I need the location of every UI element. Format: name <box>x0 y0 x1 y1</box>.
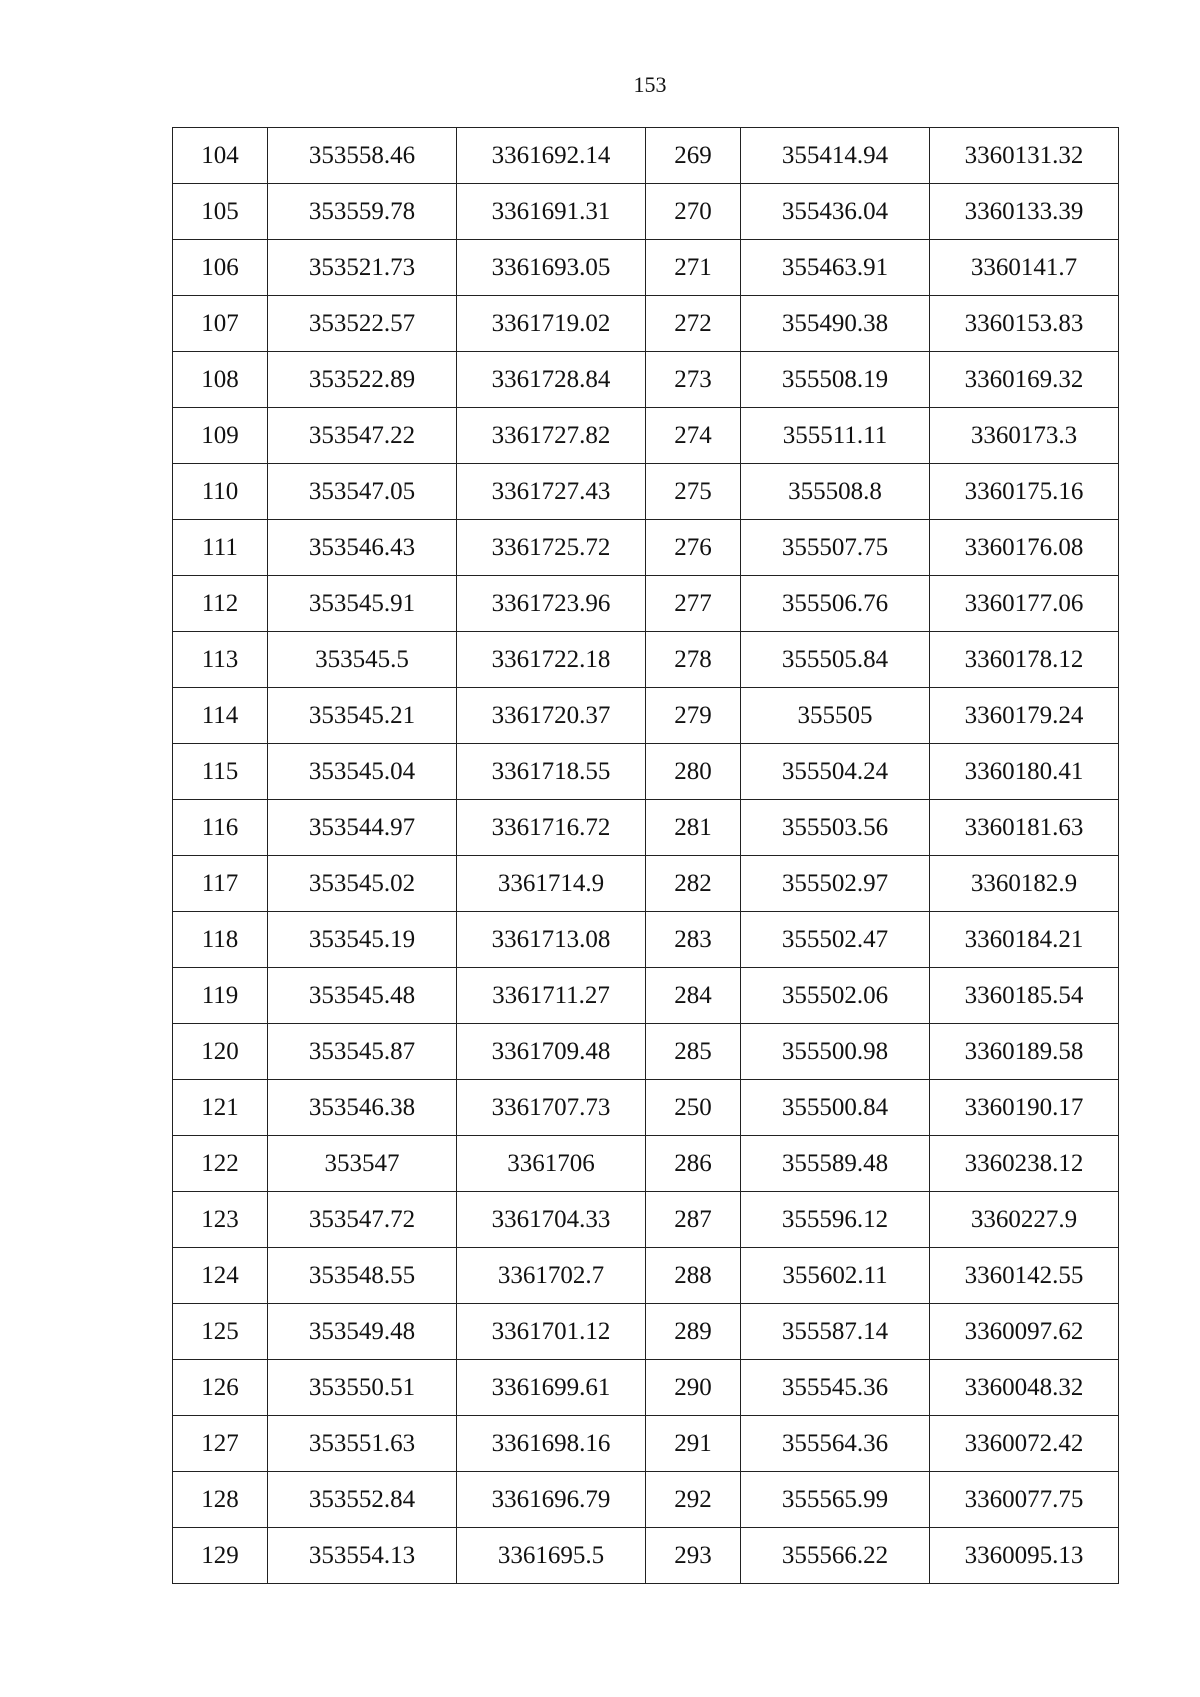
x-coordinate-cell: 355504.24 <box>741 744 930 800</box>
x-coordinate-cell: 353558.46 <box>268 128 457 184</box>
x-coordinate-cell: 353545.91 <box>268 576 457 632</box>
point-id-cell: 110 <box>173 464 268 520</box>
table-row <box>173 184 1119 240</box>
point-id-cell: 116 <box>173 800 268 856</box>
point-id-cell: 129 <box>173 1528 268 1584</box>
y-coordinate-cell: 3360189.58 <box>930 1024 1119 1080</box>
x-coordinate-cell: 355463.91 <box>741 240 930 296</box>
y-coordinate-cell: 3361723.96 <box>457 576 646 632</box>
y-coordinate-cell: 3360190.17 <box>930 1080 1119 1136</box>
table-row <box>173 240 1119 296</box>
point-id-cell: 109 <box>173 408 268 464</box>
y-coordinate-cell: 3361698.16 <box>457 1416 646 1472</box>
y-coordinate-cell: 3361702.7 <box>457 1248 646 1304</box>
point-id-cell: 127 <box>173 1416 268 1472</box>
coordinate-table <box>172 127 1119 1584</box>
x-coordinate-cell: 355506.76 <box>741 576 930 632</box>
point-id-cell: 290 <box>646 1360 741 1416</box>
y-coordinate-cell: 3361714.9 <box>457 856 646 912</box>
table-row <box>173 576 1119 632</box>
x-coordinate-cell: 353547.22 <box>268 408 457 464</box>
point-id-cell: 274 <box>646 408 741 464</box>
point-id-cell: 271 <box>646 240 741 296</box>
x-coordinate-cell: 355414.94 <box>741 128 930 184</box>
y-coordinate-cell: 3360173.3 <box>930 408 1119 464</box>
table-row <box>173 520 1119 576</box>
x-coordinate-cell: 353547.72 <box>268 1192 457 1248</box>
point-id-cell: 283 <box>646 912 741 968</box>
y-coordinate-cell: 3360177.06 <box>930 576 1119 632</box>
point-id-cell: 276 <box>646 520 741 576</box>
point-id-cell: 123 <box>173 1192 268 1248</box>
table-row <box>173 296 1119 352</box>
y-coordinate-cell: 3361707.73 <box>457 1080 646 1136</box>
y-coordinate-cell: 3360072.42 <box>930 1416 1119 1472</box>
x-coordinate-cell: 353522.89 <box>268 352 457 408</box>
x-coordinate-cell: 353554.13 <box>268 1528 457 1584</box>
y-coordinate-cell: 3361713.08 <box>457 912 646 968</box>
table-row <box>173 912 1119 968</box>
table-row <box>173 632 1119 688</box>
x-coordinate-cell: 353545.5 <box>268 632 457 688</box>
x-coordinate-cell: 355503.56 <box>741 800 930 856</box>
point-id-cell: 291 <box>646 1416 741 1472</box>
point-id-cell: 273 <box>646 352 741 408</box>
y-coordinate-cell: 3361691.31 <box>457 184 646 240</box>
y-coordinate-cell: 3360178.12 <box>930 632 1119 688</box>
point-id-cell: 275 <box>646 464 741 520</box>
y-coordinate-cell: 3361719.02 <box>457 296 646 352</box>
y-coordinate-cell: 3361701.12 <box>457 1304 646 1360</box>
y-coordinate-cell: 3361692.14 <box>457 128 646 184</box>
x-coordinate-cell: 355505 <box>741 688 930 744</box>
point-id-cell: 113 <box>173 632 268 688</box>
x-coordinate-cell: 355502.47 <box>741 912 930 968</box>
point-id-cell: 269 <box>646 128 741 184</box>
table-row <box>173 744 1119 800</box>
x-coordinate-cell: 355511.11 <box>741 408 930 464</box>
point-id-cell: 105 <box>173 184 268 240</box>
y-coordinate-cell: 3360180.41 <box>930 744 1119 800</box>
point-id-cell: 285 <box>646 1024 741 1080</box>
point-id-cell: 114 <box>173 688 268 744</box>
x-coordinate-cell: 355502.97 <box>741 856 930 912</box>
point-id-cell: 287 <box>646 1192 741 1248</box>
y-coordinate-cell: 3361709.48 <box>457 1024 646 1080</box>
x-coordinate-cell: 353547.05 <box>268 464 457 520</box>
table-row <box>173 128 1119 184</box>
x-coordinate-cell: 353545.21 <box>268 688 457 744</box>
point-id-cell: 118 <box>173 912 268 968</box>
x-coordinate-cell: 353545.02 <box>268 856 457 912</box>
table-row <box>173 1136 1119 1192</box>
y-coordinate-cell: 3361716.72 <box>457 800 646 856</box>
point-id-cell: 281 <box>646 800 741 856</box>
y-coordinate-cell: 3360238.12 <box>930 1136 1119 1192</box>
x-coordinate-cell: 355505.84 <box>741 632 930 688</box>
x-coordinate-cell: 355508.8 <box>741 464 930 520</box>
y-coordinate-cell: 3361720.37 <box>457 688 646 744</box>
point-id-cell: 272 <box>646 296 741 352</box>
table-row <box>173 1472 1119 1528</box>
x-coordinate-cell: 355566.22 <box>741 1528 930 1584</box>
x-coordinate-cell: 353545.04 <box>268 744 457 800</box>
point-id-cell: 277 <box>646 576 741 632</box>
table-row <box>173 1192 1119 1248</box>
y-coordinate-cell: 3360133.39 <box>930 184 1119 240</box>
x-coordinate-cell: 353546.38 <box>268 1080 457 1136</box>
point-id-cell: 104 <box>173 128 268 184</box>
point-id-cell: 126 <box>173 1360 268 1416</box>
point-id-cell: 120 <box>173 1024 268 1080</box>
y-coordinate-cell: 3361722.18 <box>457 632 646 688</box>
point-id-cell: 111 <box>173 520 268 576</box>
point-id-cell: 282 <box>646 856 741 912</box>
y-coordinate-cell: 3360176.08 <box>930 520 1119 576</box>
x-coordinate-cell: 355602.11 <box>741 1248 930 1304</box>
y-coordinate-cell: 3361706 <box>457 1136 646 1192</box>
x-coordinate-cell: 355436.04 <box>741 184 930 240</box>
x-coordinate-cell: 355596.12 <box>741 1192 930 1248</box>
x-coordinate-cell: 355507.75 <box>741 520 930 576</box>
y-coordinate-cell: 3361711.27 <box>457 968 646 1024</box>
point-id-cell: 124 <box>173 1248 268 1304</box>
x-coordinate-cell: 355587.14 <box>741 1304 930 1360</box>
y-coordinate-cell: 3361696.79 <box>457 1472 646 1528</box>
point-id-cell: 278 <box>646 632 741 688</box>
y-coordinate-cell: 3360142.55 <box>930 1248 1119 1304</box>
table-row <box>173 1304 1119 1360</box>
x-coordinate-cell: 355500.98 <box>741 1024 930 1080</box>
x-coordinate-cell: 355500.84 <box>741 1080 930 1136</box>
point-id-cell: 286 <box>646 1136 741 1192</box>
y-coordinate-cell: 3361695.5 <box>457 1528 646 1584</box>
x-coordinate-cell: 353550.51 <box>268 1360 457 1416</box>
point-id-cell: 292 <box>646 1472 741 1528</box>
x-coordinate-cell: 353546.43 <box>268 520 457 576</box>
point-id-cell: 288 <box>646 1248 741 1304</box>
table-row <box>173 1360 1119 1416</box>
x-coordinate-cell: 353544.97 <box>268 800 457 856</box>
table-row <box>173 856 1119 912</box>
table-row <box>173 408 1119 464</box>
table-row <box>173 688 1119 744</box>
point-id-cell: 293 <box>646 1528 741 1584</box>
point-id-cell: 279 <box>646 688 741 744</box>
x-coordinate-cell: 355564.36 <box>741 1416 930 1472</box>
x-coordinate-cell: 353547 <box>268 1136 457 1192</box>
y-coordinate-cell: 3360131.32 <box>930 128 1119 184</box>
point-id-cell: 284 <box>646 968 741 1024</box>
y-coordinate-cell: 3361727.43 <box>457 464 646 520</box>
page-number: 153 <box>633 72 667 97</box>
x-coordinate-cell: 353559.78 <box>268 184 457 240</box>
coordinate-table-body <box>173 128 1119 1584</box>
table-row <box>173 352 1119 408</box>
y-coordinate-cell: 3360077.75 <box>930 1472 1119 1528</box>
table-row <box>173 1416 1119 1472</box>
y-coordinate-cell: 3360095.13 <box>930 1528 1119 1584</box>
x-coordinate-cell: 353545.87 <box>268 1024 457 1080</box>
y-coordinate-cell: 3360182.9 <box>930 856 1119 912</box>
point-id-cell: 106 <box>173 240 268 296</box>
x-coordinate-cell: 353552.84 <box>268 1472 457 1528</box>
point-id-cell: 107 <box>173 296 268 352</box>
table-row <box>173 464 1119 520</box>
y-coordinate-cell: 3360153.83 <box>930 296 1119 352</box>
table-row <box>173 968 1119 1024</box>
table-row <box>173 1248 1119 1304</box>
y-coordinate-cell: 3361727.82 <box>457 408 646 464</box>
x-coordinate-cell: 355545.36 <box>741 1360 930 1416</box>
y-coordinate-cell: 3361718.55 <box>457 744 646 800</box>
table-row <box>173 1024 1119 1080</box>
x-coordinate-cell: 355565.99 <box>741 1472 930 1528</box>
point-id-cell: 280 <box>646 744 741 800</box>
point-id-cell: 112 <box>173 576 268 632</box>
y-coordinate-cell: 3360097.62 <box>930 1304 1119 1360</box>
point-id-cell: 128 <box>173 1472 268 1528</box>
x-coordinate-cell: 353548.55 <box>268 1248 457 1304</box>
point-id-cell: 250 <box>646 1080 741 1136</box>
y-coordinate-cell: 3361693.05 <box>457 240 646 296</box>
point-id-cell: 121 <box>173 1080 268 1136</box>
y-coordinate-cell: 3361704.33 <box>457 1192 646 1248</box>
x-coordinate-cell: 353551.63 <box>268 1416 457 1472</box>
y-coordinate-cell: 3361725.72 <box>457 520 646 576</box>
y-coordinate-cell: 3361728.84 <box>457 352 646 408</box>
x-coordinate-cell: 355502.06 <box>741 968 930 1024</box>
x-coordinate-cell: 355589.48 <box>741 1136 930 1192</box>
table-row <box>173 1080 1119 1136</box>
point-id-cell: 122 <box>173 1136 268 1192</box>
y-coordinate-cell: 3360184.21 <box>930 912 1119 968</box>
y-coordinate-cell: 3360048.32 <box>930 1360 1119 1416</box>
x-coordinate-cell: 355508.19 <box>741 352 930 408</box>
y-coordinate-cell: 3361699.61 <box>457 1360 646 1416</box>
point-id-cell: 115 <box>173 744 268 800</box>
point-id-cell: 117 <box>173 856 268 912</box>
x-coordinate-cell: 355490.38 <box>741 296 930 352</box>
y-coordinate-cell: 3360227.9 <box>930 1192 1119 1248</box>
x-coordinate-cell: 353545.48 <box>268 968 457 1024</box>
point-id-cell: 289 <box>646 1304 741 1360</box>
x-coordinate-cell: 353522.57 <box>268 296 457 352</box>
x-coordinate-cell: 353549.48 <box>268 1304 457 1360</box>
y-coordinate-cell: 3360185.54 <box>930 968 1119 1024</box>
x-coordinate-cell: 353545.19 <box>268 912 457 968</box>
y-coordinate-cell: 3360175.16 <box>930 464 1119 520</box>
x-coordinate-cell: 353521.73 <box>268 240 457 296</box>
table-row <box>173 1528 1119 1584</box>
point-id-cell: 125 <box>173 1304 268 1360</box>
point-id-cell: 108 <box>173 352 268 408</box>
y-coordinate-cell: 3360169.32 <box>930 352 1119 408</box>
table-row <box>173 800 1119 856</box>
point-id-cell: 270 <box>646 184 741 240</box>
y-coordinate-cell: 3360141.7 <box>930 240 1119 296</box>
y-coordinate-cell: 3360179.24 <box>930 688 1119 744</box>
y-coordinate-cell: 3360181.63 <box>930 800 1119 856</box>
point-id-cell: 119 <box>173 968 268 1024</box>
